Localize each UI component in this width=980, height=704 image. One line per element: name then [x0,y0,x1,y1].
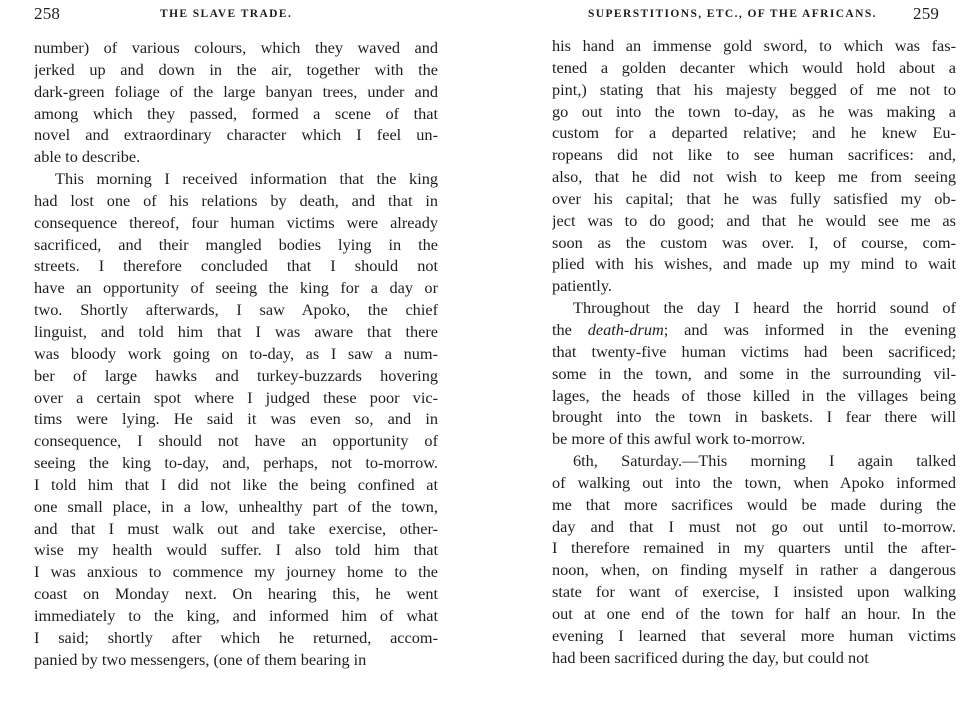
text-line: out at one end of the town for half an hour. In the [552,603,956,623]
text-line: tened a golden decanter which would hold about a [552,57,956,77]
text-line: noon, when, on finding myself in rather a dangerous [552,560,956,580]
text-line: I was anxious to commence my journey home to the [34,562,438,582]
text-line: sacrificed, and their mangled bodies lying in the [34,234,438,254]
text-line: state for want of exercise, I insisted upon walking [552,582,956,602]
text-line: be more of this awful work to-morrow. [552,429,806,449]
page-number: 258 [34,4,61,23]
text-line: had lost one of his relations by death, and that in [34,190,438,210]
text-line: wise my health would suffer. I also told him that [34,540,438,560]
running-head: SUPERSTITIONS, ETC., OF THE AFRICANS. [588,8,877,20]
text-line: have an opportunity of seeing the king for a day or [34,278,438,298]
text-line: streets. I therefore concluded that I should not [34,256,438,276]
text-line: novel and extraordinary character which I feel un- [34,125,438,145]
text-line: soon as the custom was over. I, of course, com- [552,232,956,252]
text-line: patiently. [552,276,612,296]
text-line: lages, the heads of those killed in the villages being [552,385,956,405]
text-line: that twenty-five human victims had been sacrificed; [552,341,956,361]
text-line: had been sacrificed during the day, but could not [552,647,869,667]
text-line: me that more sacrifices would be made during the [552,494,956,514]
text-line: I therefore remained in my quarters until the after- [552,538,956,558]
text-line: ropeans did not like to see human sacrifices: and, [552,145,956,165]
text-line: some in the town, and some in the surrounding vil- [552,363,956,383]
text-line: pint,) stating that his majesty begged of me not to [552,79,956,99]
text-line: linguist, and told him that I was aware that there [34,321,438,341]
text-line: consequence thereof, four human victims were already [34,212,438,232]
text-line: and that I must walk out and take exercise, other- [34,518,438,538]
text-line: 6th, Saturday.—This morning I again talked [573,451,956,471]
text-line: panied by two messengers, (one of them bearing in [34,649,367,669]
text-line: brought into the town in baskets. I fear there will [552,407,956,427]
text-line: I said; shortly after which he returned, accom- [34,627,438,647]
text-line: also, that he did not wish to keep me from seeing [552,167,956,187]
text-line: go out into the town to-day, as he was making a [552,101,956,121]
text-line: evening I learned that several more human victims [552,625,956,645]
text-line: Throughout the day I heard the horrid sound of [573,298,956,318]
text-line: jerked up and down in the air, together with the [34,59,438,79]
text-line: custom for a departed relative; and he knew Eu- [552,123,956,143]
body-text [552,35,956,668]
text-line: number) of various colours, which they waved and [34,38,438,57]
text-line: over his capital; that he was fully satisfied my ob- [552,188,956,208]
text-line: coast on Monday next. On hearing this, he went [34,584,438,604]
text-line: over a certain spot where I judged these poor vic- [34,387,438,407]
text-line: consequence, I should not have an opportunity of [34,431,438,451]
text-line: plied with his wishes, and made up my mind to wait [552,254,956,274]
text-line: among which they passed, formed a scene of that [34,103,438,123]
text-line: This morning I received information that the king [55,169,438,189]
text-line: two. Shortly afterwards, I saw Apoko, the chief [34,300,438,320]
page-number: 259 [913,4,940,23]
text-line: I told him that I did not like the being confined at [34,474,438,494]
text-line: seeing the king to-day, and, perhaps, not to-morrow. [34,453,438,473]
text-line: ber of large hawks and turkey-buzzards hovering [34,365,438,385]
right-page [490,0,980,704]
text-line: dark-green foliage of the large banyan trees, under and [34,81,438,101]
text-line: his hand an immense gold sword, to which was fas- [552,36,956,55]
text-line: one small place, in a low, unhealthy part of the town, [34,496,438,516]
text-line: tims were lying. He said it was even so, and in [34,409,438,429]
text-line: immediately to the king, and informed him of what [34,605,438,625]
body-text [34,37,438,670]
text-line: was bloody work going on to-day, as I saw a num- [34,343,438,363]
text-line: of walking out into the town, when Apoko informed [552,472,956,492]
text-line: ject was to do good; and that he would see me as [552,210,956,230]
text-line: day and that I must not go out until to-morrow. [552,516,956,536]
text-line: able to describe. [34,147,141,167]
text-line: the death-drum; and was informed in the evening [552,319,956,339]
running-head: THE SLAVE TRADE. [160,8,293,20]
